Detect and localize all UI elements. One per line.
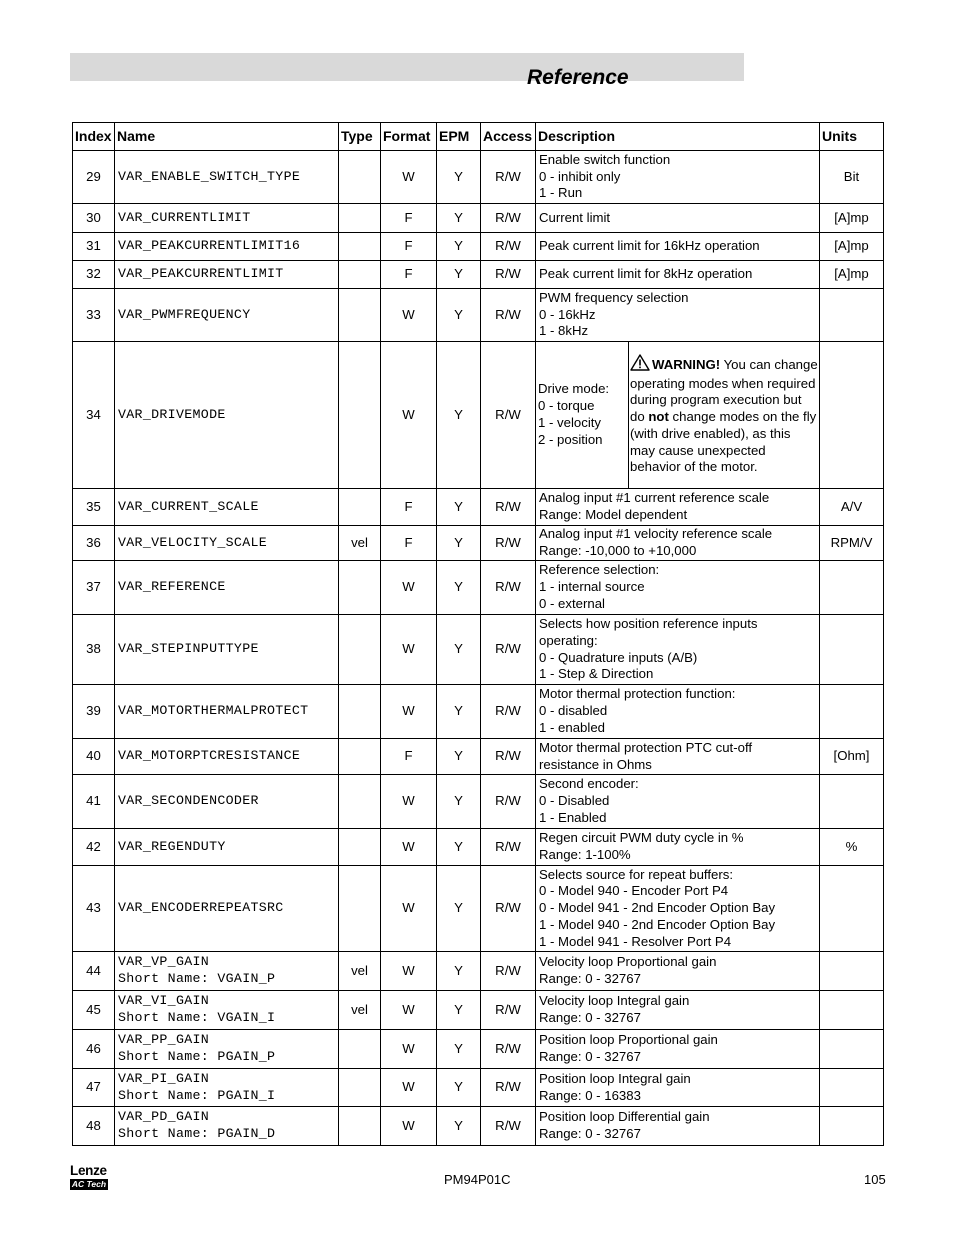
format-cell: W — [381, 1107, 437, 1146]
name-cell — [115, 526, 339, 561]
description-line: Second encoder: — [539, 776, 639, 792]
description-line: 1 - internal source — [539, 579, 645, 595]
name-line: VAR_PEAKCURRENTLIMIT16 — [118, 238, 301, 254]
name-line: VAR_DRIVEMODE — [118, 406, 226, 422]
lenze-logo — [70, 1163, 110, 1191]
description-line: Analog input #1 current reference scale — [539, 490, 770, 506]
format-cell: F — [381, 261, 437, 289]
description-line: 0 - torque — [538, 398, 595, 414]
description-line: 0 - Model 941 - 2nd Encoder Option Bay — [539, 900, 776, 916]
epm-cell: Y — [437, 289, 481, 342]
table-row — [73, 233, 884, 261]
description-line: Drive mode: — [538, 381, 610, 397]
index-cell: 31 — [73, 233, 115, 261]
units-cell — [820, 685, 884, 739]
description-line: 1 - Model 941 - Resolver Port P4 — [539, 933, 732, 949]
description-cell — [536, 151, 820, 204]
type-cell — [339, 289, 381, 342]
format-cell: W — [381, 561, 437, 615]
description-line: PWM frequency selection — [539, 289, 689, 305]
format-cell: W — [381, 342, 437, 489]
format-cell: F — [381, 489, 437, 526]
description-line: Position loop Differential gain — [539, 1109, 710, 1125]
index-cell: 46 — [73, 1030, 115, 1069]
units-cell — [820, 1107, 884, 1146]
description-line: Selects how position reference inputs — [539, 615, 758, 631]
name-line: VAR_REGENDUTY — [118, 838, 226, 854]
format-cell: W — [381, 1030, 437, 1069]
name-cell — [115, 829, 339, 866]
format-cell: W — [381, 829, 437, 866]
description-cell — [536, 829, 820, 866]
logo-text: Lenze — [70, 1163, 107, 1178]
name-cell — [115, 233, 339, 261]
name-cell — [115, 775, 339, 829]
description-line: 0 - Model 940 - Encoder Port P4 — [539, 883, 729, 899]
column-header-description: Description — [536, 123, 820, 151]
format-cell: W — [381, 1069, 437, 1107]
column-header-type: Type — [339, 123, 381, 151]
name-line: VAR_PD_GAIN — [118, 1109, 210, 1125]
type-cell: vel — [339, 952, 381, 991]
access-cell: R/W — [481, 233, 536, 261]
epm-cell: Y — [437, 991, 481, 1030]
format-cell: W — [381, 151, 437, 204]
access-cell: R/W — [481, 952, 536, 991]
name-cell — [115, 1069, 339, 1107]
epm-cell: Y — [437, 775, 481, 829]
name-line: VAR_MOTORPTCRESISTANCE — [118, 748, 301, 764]
table-row — [73, 204, 884, 233]
warning-emphasis: not — [648, 409, 669, 425]
name-cell — [115, 685, 339, 739]
epm-cell: Y — [437, 1107, 481, 1146]
drivemode-inner-table — [536, 342, 819, 488]
name-cell — [115, 952, 339, 991]
name-line: Short Name: PGAIN_I — [118, 1087, 276, 1103]
description-cell — [536, 526, 820, 561]
type-cell — [339, 866, 381, 952]
index-cell: 45 — [73, 991, 115, 1030]
description-line: Velocity loop Proportional gain — [539, 954, 717, 970]
access-cell: R/W — [481, 289, 536, 342]
name-cell — [115, 489, 339, 526]
description-cell — [536, 289, 820, 342]
name-line: Short Name: PGAIN_D — [118, 1126, 276, 1141]
name-line: VAR_PP_GAIN — [118, 1032, 210, 1048]
name-line: VAR_STEPINPUTTYPE — [118, 641, 259, 657]
units-cell: [Ohm] — [820, 739, 884, 775]
table-row — [73, 1069, 884, 1107]
table-row — [73, 289, 884, 342]
index-cell: 29 — [73, 151, 115, 204]
name-cell — [115, 151, 339, 204]
type-cell — [339, 775, 381, 829]
index-cell: 34 — [73, 342, 115, 489]
index-cell: 35 — [73, 489, 115, 526]
reference-table — [72, 122, 884, 1146]
access-cell: R/W — [481, 489, 536, 526]
access-cell: R/W — [481, 739, 536, 775]
name-cell — [115, 1030, 339, 1069]
units-cell: A/V — [820, 489, 884, 526]
warning-text — [630, 354, 819, 477]
epm-cell: Y — [437, 561, 481, 615]
table-row — [73, 261, 884, 289]
name-line: VAR_PEAKCURRENTLIMIT — [118, 266, 284, 282]
table-row — [73, 991, 884, 1030]
access-cell: R/W — [481, 1107, 536, 1146]
name-cell — [115, 739, 339, 775]
access-cell: R/W — [481, 261, 536, 289]
name-line: Short Name: VGAIN_I — [118, 1010, 276, 1025]
description-line: Selects source for repeat buffers: — [539, 866, 734, 882]
warning-body-2: change modes on the fly (with drive enabled), as this may cause unexpected behavior of the motor. — [630, 409, 817, 475]
epm-cell: Y — [437, 739, 481, 775]
table-row — [73, 489, 884, 526]
description-line: 1 - Run — [539, 185, 583, 201]
warning-body-1: You can change operating modes when required during program execution but do — [630, 356, 818, 425]
format-cell: F — [381, 739, 437, 775]
table-row — [73, 1030, 884, 1069]
description-line: Current limit — [539, 209, 611, 225]
format-cell: F — [381, 204, 437, 233]
access-cell: R/W — [481, 829, 536, 866]
type-cell — [339, 739, 381, 775]
description-cell — [536, 204, 820, 233]
epm-cell: Y — [437, 261, 481, 289]
type-cell — [339, 1107, 381, 1146]
index-cell: 41 — [73, 775, 115, 829]
format-cell: W — [381, 685, 437, 739]
table-row — [73, 151, 884, 204]
description-line: Position loop Proportional gain — [539, 1032, 718, 1048]
description-line: Range: -10,000 to +10,000 — [539, 543, 697, 558]
description-cell — [536, 1107, 820, 1146]
epm-cell: Y — [437, 615, 481, 685]
page-title: Reference — [527, 66, 629, 89]
name-line: VAR_PWMFREQUENCY — [118, 306, 251, 322]
name-line: VAR_VI_GAIN — [118, 993, 210, 1009]
description-line: Range: 0 - 32767 — [539, 1126, 641, 1141]
index-cell: 42 — [73, 829, 115, 866]
column-header-access: Access — [481, 123, 536, 151]
description-line: Analog input #1 velocity reference scale — [539, 526, 773, 542]
description-line: 0 - Disabled — [539, 793, 610, 809]
index-cell: 33 — [73, 289, 115, 342]
type-cell — [339, 261, 381, 289]
description-line: Motor thermal protection function: — [539, 686, 736, 702]
name-line: VAR_VELOCITY_SCALE — [118, 534, 268, 550]
table-row — [73, 829, 884, 866]
epm-cell: Y — [437, 829, 481, 866]
description-cell — [536, 261, 820, 289]
units-cell — [820, 991, 884, 1030]
epm-cell: Y — [437, 489, 481, 526]
description-line: Range: 0 - 32767 — [539, 1010, 641, 1025]
index-cell: 37 — [73, 561, 115, 615]
description-line: Peak current limit for 16kHz operation — [539, 238, 760, 254]
description-cell — [536, 342, 820, 489]
epm-cell: Y — [437, 151, 481, 204]
name-cell — [115, 561, 339, 615]
access-cell: R/W — [481, 526, 536, 561]
access-cell: R/W — [481, 561, 536, 615]
description-line: 0 - external — [539, 595, 605, 611]
document-id: PM94P01C — [444, 1172, 511, 1187]
name-line: VAR_ENCODERREPEATSRC — [118, 900, 284, 916]
units-cell — [820, 1030, 884, 1069]
description-line: Regen circuit PWM duty cycle in % — [539, 830, 744, 846]
format-cell: W — [381, 866, 437, 952]
column-header-format: Format — [381, 123, 437, 151]
access-cell: R/W — [481, 685, 536, 739]
units-cell — [820, 952, 884, 991]
description-line: resistance in Ohms — [539, 756, 652, 772]
access-cell: R/W — [481, 151, 536, 204]
name-line: Short Name: PGAIN_P — [118, 1049, 276, 1064]
type-cell — [339, 1030, 381, 1069]
access-cell: R/W — [481, 991, 536, 1030]
description-cell — [536, 233, 820, 261]
type-cell — [339, 204, 381, 233]
index-cell: 40 — [73, 739, 115, 775]
index-cell: 48 — [73, 1107, 115, 1146]
table-row — [73, 866, 884, 952]
header-bar — [70, 53, 744, 81]
description-cell — [536, 561, 820, 615]
column-header-units: Units — [820, 123, 884, 151]
column-header-epm: EPM — [437, 123, 481, 151]
description-line: operating: — [539, 632, 598, 648]
description-line: Range: 0 - 16383 — [539, 1087, 641, 1103]
format-cell: W — [381, 289, 437, 342]
name-line: VAR_VP_GAIN — [118, 954, 210, 970]
epm-cell: Y — [437, 526, 481, 561]
type-cell — [339, 342, 381, 489]
units-cell — [820, 775, 884, 829]
epm-cell: Y — [437, 1069, 481, 1107]
epm-cell: Y — [437, 342, 481, 489]
description-cell — [536, 615, 820, 685]
logo-subtext: AC Tech — [71, 1179, 107, 1189]
warning-label: WARNING! — [652, 356, 721, 372]
name-line: VAR_MOTORTHERMALPROTECT — [118, 703, 309, 719]
epm-cell: Y — [437, 204, 481, 233]
name-cell — [115, 261, 339, 289]
description-line: Reference selection: — [539, 562, 660, 578]
access-cell: R/W — [481, 1030, 536, 1069]
warning-triangle-icon — [630, 354, 650, 376]
units-cell — [820, 1069, 884, 1107]
index-cell: 47 — [73, 1069, 115, 1107]
type-cell — [339, 561, 381, 615]
description-cell — [536, 685, 820, 739]
description-line: 1 - velocity — [538, 415, 602, 430]
access-cell: R/W — [481, 342, 536, 489]
table-row — [73, 739, 884, 775]
index-cell: 38 — [73, 615, 115, 685]
description-line: Range: 0 - 32767 — [539, 1049, 641, 1064]
description-cell — [536, 952, 820, 991]
description-line: 2 - position — [538, 431, 603, 447]
column-header-index: Index — [73, 123, 115, 151]
name-line: VAR_PI_GAIN — [118, 1070, 210, 1086]
access-cell: R/W — [481, 1069, 536, 1107]
name-cell — [115, 866, 339, 952]
description-line: Range: 1-100% — [539, 847, 631, 862]
description-cell — [536, 991, 820, 1030]
units-cell: % — [820, 829, 884, 866]
name-line: VAR_REFERENCE — [118, 579, 226, 595]
type-cell — [339, 1069, 381, 1107]
index-cell: 44 — [73, 952, 115, 991]
table-row — [73, 615, 884, 685]
name-cell — [115, 204, 339, 233]
format-cell: W — [381, 775, 437, 829]
table-row — [73, 952, 884, 991]
warning-box — [629, 342, 820, 488]
drivemode-inner-row — [536, 342, 819, 488]
description-cell — [536, 1030, 820, 1069]
index-cell: 36 — [73, 526, 115, 561]
name-cell — [115, 991, 339, 1030]
description-line: 1 - Enabled — [539, 809, 607, 825]
epm-cell: Y — [437, 1030, 481, 1069]
name-cell — [115, 342, 339, 489]
description-line: 1 - enabled — [539, 719, 605, 735]
name-cell — [115, 615, 339, 685]
type-cell — [339, 615, 381, 685]
units-cell: RPM/V — [820, 526, 884, 561]
format-cell: F — [381, 233, 437, 261]
index-cell: 30 — [73, 204, 115, 233]
description-line: 0 - Quadrature inputs (A/B) — [539, 649, 698, 665]
name-line: Short Name: VGAIN_P — [118, 971, 276, 986]
access-cell: R/W — [481, 204, 536, 233]
type-cell — [339, 151, 381, 204]
type-cell: vel — [339, 526, 381, 561]
format-cell: F — [381, 526, 437, 561]
table-header-row — [73, 123, 884, 151]
page-number: 105 — [864, 1172, 886, 1187]
units-cell — [820, 866, 884, 952]
type-cell: vel — [339, 991, 381, 1030]
epm-cell: Y — [437, 685, 481, 739]
description-line: 0 - disabled — [539, 703, 608, 719]
description-line: Range: Model dependent — [539, 507, 688, 522]
column-header-name: Name — [115, 123, 339, 151]
units-cell: [A]mp — [820, 204, 884, 233]
format-cell: W — [381, 615, 437, 685]
index-cell: 32 — [73, 261, 115, 289]
index-cell: 43 — [73, 866, 115, 952]
name-line: VAR_SECONDENCODER — [118, 793, 259, 809]
description-cell — [536, 489, 820, 526]
units-cell: [A]mp — [820, 261, 884, 289]
units-cell — [820, 615, 884, 685]
units-cell — [820, 342, 884, 489]
name-line: VAR_CURRENTLIMIT — [118, 209, 251, 225]
name-line: VAR_CURRENT_SCALE — [118, 498, 259, 514]
description-cell — [536, 775, 820, 829]
description-line: 1 - Model 940 - 2nd Encoder Option Bay — [539, 916, 776, 932]
description-line: Velocity loop Integral gain — [539, 993, 690, 1009]
units-cell: [A]mp — [820, 233, 884, 261]
drivemode-options — [536, 342, 629, 488]
description-cell — [536, 739, 820, 775]
table-row — [73, 561, 884, 615]
type-cell — [339, 685, 381, 739]
description-line: 0 - 16kHz — [539, 306, 596, 322]
description-line: 1 - Step & Direction — [539, 666, 654, 682]
name-cell — [115, 1107, 339, 1146]
access-cell: R/W — [481, 615, 536, 685]
epm-cell: Y — [437, 952, 481, 991]
description-line: Range: 0 - 32767 — [539, 971, 641, 986]
table-row — [73, 526, 884, 561]
index-cell: 39 — [73, 685, 115, 739]
epm-cell: Y — [437, 233, 481, 261]
table-row — [73, 342, 884, 489]
description-line: Enable switch function — [539, 151, 671, 167]
table-row — [73, 685, 884, 739]
description-line: Peak current limit for 8kHz operation — [539, 266, 753, 282]
table-row — [73, 775, 884, 829]
table-row — [73, 1107, 884, 1146]
type-cell — [339, 233, 381, 261]
access-cell: R/W — [481, 775, 536, 829]
units-cell: Bit — [820, 151, 884, 204]
description-cell — [536, 1069, 820, 1107]
type-cell — [339, 489, 381, 526]
format-cell: W — [381, 952, 437, 991]
description-line: 1 - 8kHz — [539, 323, 589, 339]
units-cell — [820, 289, 884, 342]
epm-cell: Y — [437, 866, 481, 952]
name-cell — [115, 289, 339, 342]
type-cell — [339, 829, 381, 866]
name-line: VAR_ENABLE_SWITCH_TYPE — [118, 168, 301, 184]
description-line: 0 - inhibit only — [539, 168, 621, 184]
description-line: Motor thermal protection PTC cut-off — [539, 739, 753, 755]
format-cell: W — [381, 991, 437, 1030]
units-cell — [820, 561, 884, 615]
access-cell: R/W — [481, 866, 536, 952]
description-cell — [536, 866, 820, 952]
description-line: Position loop Integral gain — [539, 1070, 691, 1086]
